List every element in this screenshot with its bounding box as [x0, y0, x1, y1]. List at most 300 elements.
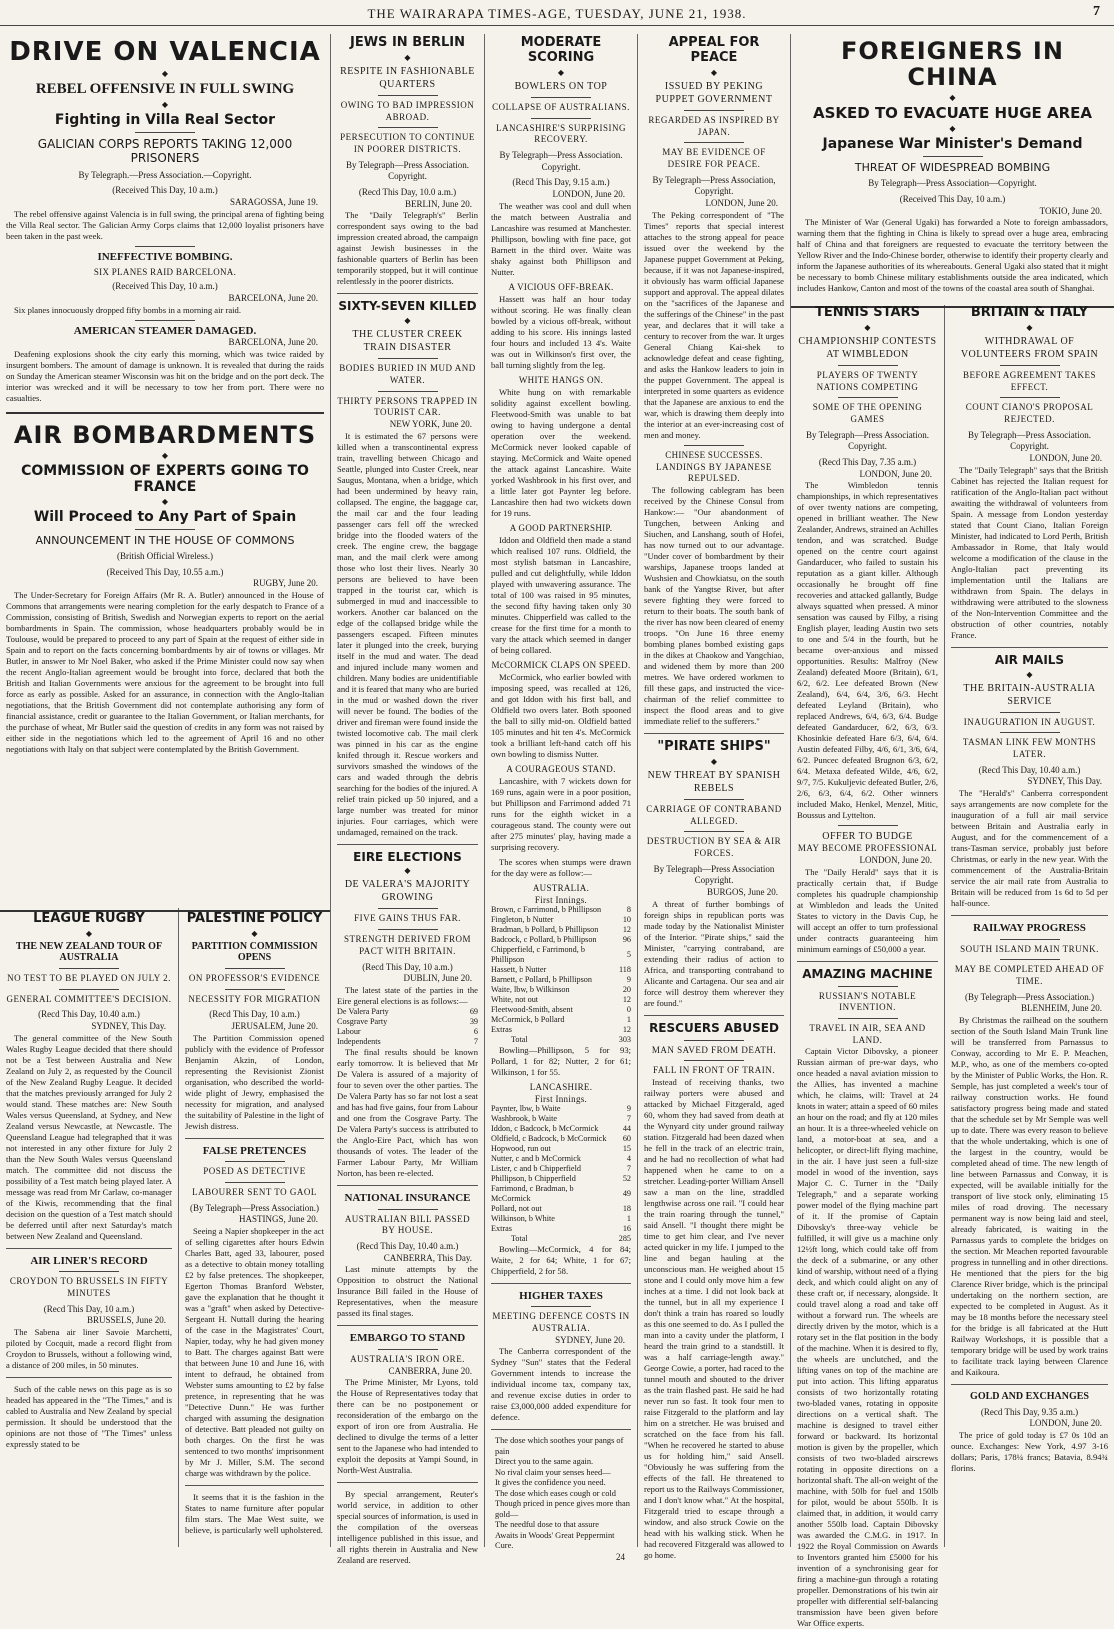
- batsman-runs: 18: [622, 1203, 631, 1213]
- received: (Recd This Day, 9.15 a.m.): [512, 177, 610, 188]
- table-row: [491, 905, 631, 915]
- subhead: MAN SAVED FROM DEATH.: [651, 1044, 777, 1055]
- table-row: [491, 1114, 631, 1124]
- article-body: The latest state of the parties in the Eire general elections is as follows:—: [337, 984, 478, 1006]
- batsman-name: Iddon, c Badcock, b McCormick: [491, 1123, 599, 1133]
- divider: ◆: [161, 99, 169, 109]
- divider: ◆: [864, 322, 871, 332]
- divider: ◆: [161, 68, 169, 78]
- divider: [644, 733, 784, 734]
- divider: [684, 1060, 744, 1061]
- subhead: McCORMICK CLAPS ON SPEED.: [491, 659, 631, 670]
- divider: ◆: [404, 866, 411, 876]
- table-row: [491, 1104, 631, 1114]
- divider: ◆: [710, 67, 718, 77]
- verse-line: The dose which eases cough or cold: [495, 1488, 616, 1498]
- divider: [684, 110, 744, 111]
- divider: [531, 118, 591, 119]
- batsman-name: Barnett, c Pollard, b Phillipson: [491, 974, 592, 984]
- divider: ◆: [161, 450, 169, 460]
- table-row: [491, 995, 631, 1005]
- batsman-runs: 8: [626, 904, 631, 914]
- eire-party-table: [337, 1007, 478, 1047]
- batsman-name: Extras: [491, 1024, 512, 1034]
- received: (Recd This Day, 10 a.m.): [362, 961, 453, 972]
- byline: By Telegraph.—Press Association.—Copyright.: [78, 169, 252, 180]
- subhead: TASMAN LINK FEW MONTHS LATER.: [962, 737, 1097, 759]
- table-row: [491, 1025, 631, 1035]
- table-row: [491, 1144, 631, 1154]
- subhead: BEFORE AGREEMENT TAKES EFFECT.: [963, 369, 1096, 392]
- page-number: 7: [1093, 4, 1100, 19]
- batsman-name: White, not out: [491, 994, 539, 1004]
- subhead: FALSE PRETENCES: [202, 1144, 307, 1157]
- received: (Recd This Day, 9.35 a.m.): [980, 1406, 1079, 1417]
- table-row: [337, 1017, 478, 1027]
- party-seats: 39: [469, 1016, 478, 1026]
- received: (Recd This Day, 10.40 a.m.): [356, 1240, 459, 1251]
- divider: [378, 391, 438, 392]
- headline-league-rugby: LEAGUE RUGBY: [33, 911, 145, 926]
- article-body: Lancashire, with 7 wickets down for 169 runs, again were in a poor position, but Phillipson and Farrimond added 71 runs for the eighth wicket in a courageous stand. The county were out after 275 minutes' play, having made a surprising recovery.: [491, 775, 631, 852]
- dateline: JERUSALEM, June 20.: [231, 1021, 318, 1031]
- table-row: [491, 965, 631, 975]
- divider: [337, 1325, 478, 1326]
- article-body: A threat of further bombings of foreign ships in republican ports was made today by the Nationalist Minister of the Interior. "Pirate ships," said the Minister, "carrying contraband, are extending their radius of action to Africa, and transporting contraband to Alicante and Cartagena. Our sea and air force will destroy them wherever they are found.": [644, 898, 784, 1008]
- divider: [684, 445, 744, 446]
- received: (Recd This Day, 10 a.m.): [43, 1303, 135, 1314]
- subhead: A VICIOUS OFF-BREAK.: [508, 281, 614, 292]
- batsman-name: Extras: [491, 1223, 512, 1233]
- table-row: [491, 1005, 631, 1015]
- dateline: SYDNEY, This Day.: [1027, 776, 1102, 787]
- article-body: By Christmas the railhead on the southern section of the South Island Main Trunk line will be transferred from Parnassus to Conway, according to Mr E. P. Meachen, M.P., who, as one of the members co-opted by the Minister of Public Works, the Hon. R. Semple, has just completed a week's tour of railway construction works. He found satisfactory progress being made and stated that the schedule set by Mr Semple was well up to date. There was every reason to believe that the whole undertaking, which is one of the largest in the country, would be completed ahead of time. The new length of line between Parnassus and Conway, it is expected, will be available initially for the transport of live stock only, eliminating 15 miles of road droving. The necessary permanent way is now being laid and steel, already fabricated, is waiting in the Parnassus yards to complete the bridges on the section. Mr Meachen reported favourable progress in tunnelling and in other directions. He mentioned that the piers for the big Clarence River bridge, which is the principal undertaking on the northern section, are expected to be completed in August. As it may be 18 months before the necessary steel for the bridge is all fabricated at the Hutt Railway Workshops, it is possible that a temporary bridge will be used by work trains to facilitate track laying between Clarence and Kaikoura.: [951, 1015, 1108, 1378]
- subhead: NO TEST TO BE PLAYED ON JULY 2.: [7, 972, 171, 983]
- headline-eire-elections: EIRE ELECTIONS: [353, 849, 462, 864]
- batsman-runs: 60: [622, 1133, 631, 1143]
- batsman-runs: 10: [622, 914, 631, 924]
- subhead: CARRIAGE OF CONTRABAND ALLEGED.: [646, 804, 782, 826]
- batsman-name: Total: [511, 1233, 528, 1243]
- subhead: MAY BE EVIDENCE OF DESIRE FOR PEACE.: [662, 147, 766, 169]
- party-name: Cosgrave Party: [337, 1016, 388, 1026]
- dateline: LONDON, June 20.: [1029, 453, 1102, 464]
- divider: [59, 989, 119, 990]
- batsman-name: Hopwood, run out: [491, 1143, 551, 1153]
- batsman-name: Chipperfield, c Farrimond, b Phillipson: [491, 944, 585, 964]
- article-body: Iddon and Oldfield then made a stand which realised 107 runs. Oldfield, the most stylish batsman in Lancashire, pulled and cut delightfully, while Iddon played with unwavering assurance. The total of 100 was raised in 95 minutes, the second fifty having taken only 30 minutes. Chipperfield was called to the crease for the first time for a month to vary the attack which seemed in danger of being collared.: [491, 534, 631, 655]
- masthead: [0, 0, 1114, 26]
- article-body: Bowling—Phillipson, 5 for 93; Pollard, 1 for 82; Nutter, 2 for 61; Wilkinson, 1 for 55.: [491, 1044, 631, 1077]
- received: (Recd This Day, 10.40 a.m.): [978, 764, 1081, 775]
- subhead: THE BRITAIN-AUSTRALIA SERVICE: [963, 682, 1096, 707]
- subhead: CHINESE SUCCESSES.: [665, 449, 763, 460]
- table-row: [491, 985, 631, 995]
- batsman-name: Nutter, c and b McCormick: [491, 1153, 581, 1163]
- subhead: LANDINGS BY JAPANESE REPULSED.: [656, 461, 772, 484]
- subhead: CROYDON TO BRUSSELS IN FIFTY MINUTES: [9, 1276, 169, 1299]
- batsman-runs: 9: [626, 974, 631, 984]
- divider: [1000, 939, 1060, 940]
- batsman-runs: 1: [626, 1213, 631, 1223]
- headline-pirate-ships: "PIRATE SHIPS": [657, 739, 771, 755]
- subhead: MEETING DEFENCE COSTS IN AUSTRALIA.: [492, 1311, 630, 1334]
- headline-moderate-scoring: MODERATE SCORING: [520, 35, 602, 65]
- subhead: A COURAGEOUS STAND.: [506, 763, 616, 774]
- batsman-name: Total: [511, 1034, 528, 1044]
- received: (Recd This Day, 10.40 a.m.): [38, 1009, 140, 1020]
- subhead: SIX PLANES RAID BARCELONA.: [93, 267, 237, 278]
- byline: By Telegraph—Press Association. Copyright.: [968, 429, 1091, 452]
- article-body: By special arrangement, Reuter's world service, in addition to other special sources of information, is used in the compilation of the overseas intelligence published in this issue, and all rights therein in Australia and New Zealand are reserved.: [337, 1489, 478, 1566]
- divider: [1000, 397, 1060, 398]
- article-body: The Under-Secretary for Foreign Affairs (Mr R. A. Butler) announced in the House of Commons that arrangements were nearing completion for the early despatch to France of a Commission, consisting of British, Swedish and Norwegian experts to report on the aerial bombardments in Spain. The commission, whose headquarters probably would be in Toulouse, would be prepared to proceed to any part of Spain at the request of either side in Spain and to report on the facts concerning bombardments by air of towns or villages. Mr Butler, in answer to Mr Noel Baker, who asked if the Prime Minister could now say when the recent Anglo-Italian agreement would be brought into force, declared that both the British and Italian Governments were anxious for the agreement to be brought into full force as early as possible. Asked for an assurance, in connection with the Anglo-Italian negotiations, that the British Government did not contemplate authorising any form of financial assistance, credit or guarantee to the Italian Government, or Italian merchants, for the purchase of wheat, Mr Butler said the question of credits in any form was not raised by either side in the negotiations which led to the agreement of April 16 and no other negotiations with Italy on that subject were contemplated by the British Government.: [6, 590, 324, 755]
- subhead: CHAMPIONSHIP CONTESTS AT WIMBLEDON: [798, 335, 937, 360]
- masthead-title: THE WAIRARAPA TIMES-AGE, TUESDAY, JUNE 21, 1938.: [367, 6, 747, 21]
- batsman-name: Brown, c Farrimond, b Phillipson: [491, 904, 602, 914]
- table-row: [491, 1204, 631, 1214]
- batsman-name: Phillipson, b Chipperfield: [491, 1173, 576, 1183]
- subhead: DESTRUCTION BY SEA & AIR FORCES.: [646, 836, 782, 859]
- table-row: [491, 1124, 631, 1134]
- byline: By Telegraph—Press Association Copyright.: [653, 863, 775, 886]
- subhead: LANCASHIRE.: [529, 1081, 593, 1092]
- batsman-name: McCormick, b Pollard: [491, 1014, 565, 1024]
- subhead: COMMISSION OF EXPERTS GOING TO FRANCE: [21, 462, 309, 495]
- batsman-runs: 15: [622, 1143, 631, 1153]
- subhead: COLLAPSE OF AUSTRALIANS.: [492, 101, 630, 112]
- subhead: ON PROFESSOR'S EVIDENCE: [188, 972, 321, 983]
- divider: ◆: [1026, 669, 1033, 679]
- subhead: BOWLERS ON TOP: [514, 80, 608, 92]
- batsman-name: Lister, c and b Chipperfield: [491, 1163, 581, 1173]
- table-row: [491, 1224, 631, 1234]
- dateline: DUBLIN, June 20.: [403, 973, 472, 984]
- headline-national-insurance: NATIONAL INSURANCE: [344, 1191, 471, 1204]
- subhead: A GOOD PARTNERSHIP.: [509, 522, 613, 533]
- party-name: Independents: [337, 1036, 381, 1046]
- subhead: AUSTRALIA.: [532, 882, 590, 893]
- batsman-runs: 4: [626, 1153, 631, 1163]
- britain-article: [945, 306, 1114, 1547]
- subhead: FALL IN FRONT OF TRAIN.: [653, 1065, 775, 1076]
- divider: [6, 1377, 172, 1378]
- headline-jews-in-berlin: JEWS IN BERLIN: [350, 35, 465, 50]
- divider: [951, 647, 1108, 648]
- divider: [225, 1161, 285, 1162]
- headline-sixty-seven-killed: SIXTY-SEVEN KILLED: [338, 299, 477, 314]
- byline: By Telegraph—Press Association. Copyright.: [346, 159, 469, 182]
- divider: [1000, 712, 1060, 713]
- received: (Received This Day, 10 a.m.): [899, 194, 1006, 204]
- china-article: [791, 34, 1114, 304]
- subhead: INEFFECTIVE BOMBING.: [97, 250, 233, 263]
- batsman-name: Waite, lbw, b Wilkinson: [491, 984, 570, 994]
- article-body: McCormick, who earlier bowled with imposing speed, was recalled at 126, and got Iddon with his first ball, and Oldfield two overs later. Both spooned the ball to silly mid-on. Oldfield batted 105 minutes and hit ten 4's. McCormick took a brilliant left-hand catch off his own bowling to dismiss Nutter.: [491, 671, 631, 759]
- batsman-name: Fingleton, b Nutter: [491, 914, 554, 924]
- subhead: RUSSIAN'S NOTABLE INVENTION.: [818, 990, 917, 1013]
- divider: [59, 968, 119, 969]
- headline-air-mails: AIR MAILS: [994, 652, 1065, 667]
- article-body: Last minute attempts by the Opposition to obstruct the National Insurance Bill failed in the House of Representatives, when the measure passed its final stages.: [337, 1264, 478, 1319]
- byline: (By Telegraph—Press Association.): [965, 991, 1094, 1002]
- subhead: OWING TO BAD IMPRESSION ABROAD.: [340, 99, 475, 122]
- article-body: The "Herald's" Canberra correspondent says arrangements are now complete for the inauguration of a full air mail service between Britain and Australia early in August, and for the commencement of a trans-Tasman service, probably just before Christmas, or early in the new year. With the commencement of the Australia-Britain service the air mail rate from Australia to Britain will be reduced from 1s 6d to 5d per half-ounce.: [951, 787, 1108, 908]
- article-body: White hung on with remarkable solidity against excellent bowling. Fleetwood-Smith was unable to bat owing to having undergone a dental operation over the weekend. McCormick never looked capable of staying. McCormick and Waite opened the attack against Lancashire. Waite yorked Washbrook in his first over, and a little later got Paynter leg before. Lancashire then had two wickets down for 19 runs.: [491, 386, 631, 518]
- subhead: REGARDED AS INSPIRED BY JAPAN.: [648, 114, 780, 137]
- batsman-runs: 16: [622, 1223, 631, 1233]
- batsman-runs: 20: [622, 984, 631, 994]
- subhead: PLAYERS OF TWENTY NATIONS COMPETING: [816, 369, 919, 392]
- subhead: AUSTRALIA'S IRON ORE.: [350, 1353, 465, 1364]
- batsman-name: Hassett, b Nutter: [491, 964, 547, 974]
- verse-line: Awaits in Woods' Great Peppermint Cure.: [495, 1530, 615, 1551]
- dateline: BERLIN, June 20.: [405, 198, 472, 209]
- headline-air-bombardments: AIR BOMBARDMENTS: [13, 421, 317, 450]
- divider: [378, 908, 438, 909]
- divider: ◆: [161, 496, 169, 506]
- verse-line: The dose which soothes your pangs of pain: [495, 1436, 624, 1456]
- article-body: The Canberra correspondent of the Sydney "Sun" states that the Federal Government intends to increase the individual income tax, company tax, and revenue excise duties in order to raise £3,000,000 added expenditure for defence.: [491, 1346, 631, 1423]
- byline: By Telegraph—Press Association. Copyright.: [806, 429, 929, 452]
- article-body: The Peking correspondent of "The Times" reports that special interest attaches to the strong appeal for peace issued over the weekend by the Japanese puppet Government at Peking, because, if it was not Japanese-inspired, it obviously has warm official Japanese support and approval. The appeal dilates on the "sacrifices of the Japanese and the sufferings of the Chinese" in the past year, and declares that it will take a century to recover from the war. It urges General Chiang Kai-shek to acknowledge defeat and cease fighting, and asks the Hankow leaders to join in the puppet Government. The appeal is interpreted in some quarters as evidence that the Japanese are anxious to end the war, which is drawing them deeply into the interior at an ever-increasing cost of men and money.: [644, 209, 784, 440]
- divider: ◆: [251, 928, 258, 938]
- article-body: Captain Victor Dibovsky, a pioneer Russian airman of pre-war days, who once headed a naval aviation mission to the Allies, has invented a machine which, he claims, will: Travel at 24 knots in water; attain a speed of 60 miles an hour on the road; and fly at 120 miles an hour. It is a three-wheeled vehicle on land, a motor-boat at sea, and a helicopter, or direct-lift flying machine, in the air. I have just seen a full-size model in wood of the invention, says Major C. C. Turner in the "Daily Telegraph," and a separate working power model of the flying machine part of it. If the promise of Captain Dibovsky's three-way vehicle be fulfilled, it will give us a machine only 12½ft long, which could take off from the deck of a submarine, or any other kind of warship, without need of a flying deck, and which could alight on any of these craft or, if necessary, alongside. It could travel along a road and take off without a forward run. The wheels are directly driven by the motor, which is a rotary set in the flat position in the body of the machine. When it is desired to fly, the wheels are unclutched, and the lifting vanes on top of the machine are put into action. This lifting apparatus consists of two horizontally rotating two-bladed vanes, rotating in opposite directions on a vertical shaft. The machine is designed to travel either forward or backward. Its horizontal motion is given by the propeller, which consists of two two-bladed airscrews rotating in opposite directions on a horizontal shaft. The all-on weight of the machine, with 50lb for fuel and 150lb for pilot, would be about 550lb. It is claimed that, in addition, it would carry another 550lb load. Captain Dibovsky was awarded the C.M.G. in 1917. In 1922 the Royal Commission on Awards to Inventors granted him £5000 for his invention of a synchronising gear for firing a machine-gun through a rotating propeller. Demonstrations of his twin air propeller with differential self-balancing transmission have been given before War Office experts.: [797, 1046, 938, 1629]
- divider: ◆: [710, 757, 718, 766]
- table-row: [337, 1027, 478, 1037]
- party-seats: 6: [473, 1026, 478, 1036]
- subhead: ISSUED BY PEKING PUPPET GOVERNMENT: [655, 80, 773, 105]
- dateline: LONDON, June 20.: [1029, 1418, 1102, 1429]
- divider: [135, 320, 195, 321]
- table-row: [491, 1234, 631, 1244]
- batsman-name: Wilkinson, b White: [491, 1213, 555, 1223]
- divider: [135, 529, 195, 530]
- article-body: The "Daily Herald" says that it is practically certain that, if Budge completes his quadruple championship at Wimbledon and leads the United States to victory in the Davis Cup, he will accept an offer to turn professional under contracts guaranteeing him minimum earnings of £50,000 a year.: [797, 866, 938, 954]
- divider: [951, 1384, 1108, 1385]
- article-body: The "Daily Telegraph's" Berlin correspondent says owing to the bad impression created abroad, the campaign against Jewish businesses in the fashionable quarters of Berlin has been temporarily stopped, but it will continue relentlessly in the poorer districts.: [337, 210, 478, 287]
- article-body: The Partition Commission opened publicly with the evidence of Professor Benjamin Akzin, of London, representing the Revisionist Zionist organisation, who described the world-wide plight of Jewry, emphasised the necessity for migration, and analysed the suitability of Palestine in the light of Jewish distress.: [185, 1032, 324, 1131]
- byline: By Telegraph—Press Association, Copyright.: [652, 174, 776, 197]
- received: (Recd This Day, 10.0 a.m.): [358, 187, 457, 198]
- table-row: [491, 925, 631, 935]
- subhead: POSED AS DETECTIVE: [203, 1166, 306, 1177]
- dateline: CANBERRA, This Day.: [383, 1252, 472, 1263]
- dateline: LONDON, June 20.: [552, 189, 625, 199]
- dateline: BRUSSELS, June 20.: [86, 1315, 166, 1326]
- table-row: [337, 1007, 478, 1017]
- batsman-runs: 7: [626, 1113, 631, 1123]
- article-body: The price of gold today is £7 0s 10d an ounce. Exchanges: New York, 4.97 3-16 dollars; Paris, 178¼ francs; Batavia, 8.94¾ florins.: [951, 1429, 1108, 1473]
- divider: ◆: [404, 52, 411, 62]
- divider: [491, 1429, 631, 1430]
- article-body: The Sabena air liner Savoie Marchetti, piloted by Cocquit, made a record flight from Croydon to Brussels, without a following wind, a distance of 200 miles, in 50 minutes.: [6, 1327, 172, 1371]
- headline-britain-italy: BRITAIN & ITALY: [970, 305, 1089, 320]
- article-body: Bowling—McCormick, 4 for 84; Waite, 2 for 64; White, 1 for 67; Chipperfield, 2 for 58.: [491, 1243, 631, 1276]
- divider: [684, 142, 744, 143]
- divider: [135, 246, 195, 247]
- received: (Received This Day, 10 a.m.): [112, 185, 218, 196]
- advert-verse: [491, 1436, 631, 1552]
- divider: [378, 358, 438, 359]
- divider: ◆: [85, 928, 93, 938]
- headline-valencia: DRIVE ON VALENCIA: [9, 37, 321, 67]
- verse-line: Direct you to the same again.: [495, 1457, 594, 1467]
- subhead: THREAT OF WIDESPREAD BOMBING: [854, 161, 1051, 175]
- verse-line: Though priced in pence gives more than gold—: [495, 1499, 630, 1519]
- divider: [337, 844, 478, 845]
- subhead: AIR LINER'S RECORD: [30, 1254, 148, 1267]
- subhead: PARTITION COMMISSION OPENS: [191, 940, 318, 964]
- dateline: SARAGOSSA, June 19.: [229, 197, 318, 208]
- valencia-article: [0, 34, 330, 904]
- dateline: LONDON, June 20.: [859, 855, 932, 866]
- divider: [378, 929, 438, 930]
- headline-tennis-stars: TENNIS STARS: [815, 305, 920, 320]
- article-body: The weather was cool and dull when the match between Australia and Lancashire was resumed at Manchester. Phillipson, bowling with fine pace, got Barnett in the third over. Waite was shaky against both Phillipson and Nutter.: [491, 200, 631, 277]
- batsman-name: Badcock, c Pollard, b Phillipson: [491, 934, 597, 944]
- divider: [684, 831, 744, 832]
- batsman-name: Paynter, lbw, b Waite: [491, 1103, 561, 1113]
- verse-line: No rival claim your senses heed—: [495, 1467, 611, 1477]
- subhead: NEW THREAT BY SPANISH REBELS: [647, 770, 781, 794]
- divider: [337, 1482, 478, 1483]
- palestine-article: [179, 912, 330, 1547]
- divider: [644, 1015, 784, 1016]
- batsman-runs: 5: [626, 949, 631, 959]
- table-row: [491, 1154, 631, 1164]
- headline-rescuers-abused: RESCUERS ABUSED: [649, 1020, 779, 1035]
- dateline: SYDNEY, June 20.: [555, 1334, 625, 1345]
- divider: [378, 127, 438, 128]
- received: (Recd This Day, 10 a.m.): [209, 1009, 300, 1020]
- table-row: [491, 1184, 631, 1204]
- divider: [838, 397, 898, 398]
- dateline: CANBERRA, June 20.: [388, 1365, 472, 1376]
- article-body: Instead of receiving thanks, two railway porters were abused and attacked by Michael Fitzgerald, aged 60, whom they had saved from death at the Wynyard city under ground railway station. Fitzgerald had been dazed when he fell in the track of an electric train, and he had no recollection of what had happened when he came to on a stretcher. Leading-porter William Ansell saw a man on the line, straddled lengthwise across one rail. "I could hear the train roaring through the tunnel," said Ansell. "I thought there might be time to get him clear, and I've never acted quicker in my life. I jumped to the line and began hauling at the unconscious man. He weighed about 15 stone and I could only move him a few inches at a time. I did not look back at the tunnel, but in all my experience I don't think a train has roared so loudly as this one seemed to do. As I pulled the man into a cavity under the platform, I heard the train grind to a standstill. It was a half carriage-length away." George Cowie, a porter, had raced to the tunnel mouth and shouted to the driver as the train flashed past. He said he had never run so fast. It took four men to raise Fitzgerald to the platform and lay him on a stretcher. He was bruised and scratched on the face from his fall. "When he recovered he started to abuse us for holding him," said Ansell. "Obviously he was suffering from the effects of the fall. He threatened to report us to the Railways Commissioner, and I don't know what." At the hospital, Fitzgerald tried to escape through a window, and also struck Cowie on the head with his walking stick. When he had recovered Fitzgerald was allowed to go home.: [644, 1076, 785, 1560]
- divider: [185, 1138, 324, 1139]
- divider: [225, 989, 285, 990]
- article-body: The following cablegram has been received by the Chinese Consul from Hankow:— "Our abandonment of Tungchen, between Anking and Siuchen, and Lanshang, south of Hofei, has now turned out to our advantage. "Under cover of bombardment by their warships, Japanese troops landed at Wushsien and Chowkiatsu, on the south bank of the Yangtse River, but after severe fighting they were forced to return to their boats. The south bank of the river has now been cleared of enemy troops. "On June 16 three enemy bombing planes bombed existing gaps in the dikes at Chaokow and Yangchiao, and widened them by more than 200 metres. We have ordered workmen to fill these gaps, and instructed the vice-chairman of the relief committee to inspect the flood areas and to give immediate relief to the sufferers.": [644, 485, 784, 727]
- divider: [531, 97, 591, 98]
- batsman-runs: 1: [626, 1014, 631, 1024]
- subhead: SOME OF THE OPENING GAMES: [812, 402, 923, 424]
- batsman-runs: 44: [622, 1123, 631, 1133]
- divider: [951, 915, 1108, 916]
- table-row: [491, 1174, 631, 1184]
- table-row: [491, 915, 631, 925]
- divider: ◆: [1026, 322, 1033, 332]
- dateline: HASTINGS, June 20.: [238, 1214, 318, 1225]
- subhead: BODIES BURIED IN MUD AND WATER.: [339, 363, 476, 385]
- article-body: Hassett was half an hour today without scoring. He was finally clean bowled by a vicious off-break, without adding to his score. His innings lasted four hours and included 13 4's. Waite was out in Wilkinson's first over, the ball turning slightly from the leg.: [491, 293, 631, 370]
- headline-gold-exchanges: GOLD AND EXCHANGES: [970, 1391, 1089, 1403]
- headline-railway-progress: RAILWAY PROGRESS: [973, 921, 1086, 934]
- divider: [684, 799, 744, 800]
- batsman-name: Oldfield, c Badcock, b McCormick: [491, 1133, 607, 1143]
- batsman-runs: 49: [622, 1188, 631, 1198]
- dateline: BURGOS, June 20.: [706, 887, 778, 898]
- table-row: [491, 945, 631, 965]
- article-body: The final results should be known early tomorrow. It is believed that Mr De Valera is assured of a majority of four to seven over the other parties. The De Valera Party has so far not lost a seat and has had five gains, four from Labour and one from the Cosgrave Party. The De Valera Party's success is attributed to the Anglo-Eire Pact, which has won thousands of votes. The leader of the Farmer Labour Party, Mr William Norton, has been re-elected.: [337, 1046, 478, 1178]
- received: (Recd This Day, 7.35 a.m.): [818, 457, 917, 468]
- divider: [59, 1271, 119, 1272]
- dateline: RUGBY, June 20.: [253, 578, 318, 589]
- subhead: AMERICAN STEAMER DAMAGED.: [73, 324, 257, 337]
- batsman-name: Bradman, b Pollard, b Phillipson: [491, 924, 599, 934]
- divider: [684, 1040, 744, 1041]
- column-3: [331, 34, 484, 1566]
- divider: [797, 961, 938, 962]
- subhead: GENERAL COMMITTEE'S DECISION.: [6, 993, 172, 1004]
- subhead: THE CLUSTER CREEK TRAIN DISASTER: [352, 329, 463, 354]
- byline: By Telegraph—Press Association. Copyright.: [499, 149, 623, 172]
- received: (Received This Day, 10.55 a.m.): [106, 566, 224, 577]
- headline-embargo: EMBARGO TO STAND: [349, 1332, 466, 1345]
- subhead: RESPITE IN FASHIONABLE QUARTERS: [340, 65, 475, 90]
- divider: [337, 1185, 478, 1186]
- dateline: NEW YORK, June 20.: [389, 418, 472, 429]
- divider: [185, 1485, 324, 1486]
- subhead: THIRTY PERSONS TRAPPED IN TOURIST CAR.: [337, 395, 478, 418]
- batsman-runs: 12: [622, 924, 631, 934]
- verse-line: It gives the confidence you need.: [495, 1478, 606, 1488]
- byline: By Telegraph—Press Association—Copyright.: [868, 178, 1037, 189]
- subhead: COUNT CIANO'S PROPOSAL REJECTED.: [965, 402, 1094, 424]
- headline-foreigners-in-china: FOREIGNERS IN CHINA: [841, 37, 1064, 92]
- party-name: Labour: [337, 1026, 361, 1036]
- table-row: [491, 1035, 631, 1045]
- article-body: The Wimbledon tennis championships, in which representatives of over twenty nations are competing, opened in brilliant weather. The New Zealander, Andrews, strained an Achilles tendon, and was scratched. Budge opened on the centre court against Gandarducer, who failed to sustain his reputation as a giant killer. Although occasionally he brought off fine recoveries and attacked gallantly, Budge always squatted when pressed. A minor sensation was caused by Filby, a rising English player, leading Austin two sets to one and 5/4 in the fourth, but he became over-anxious and missed opportunities. Results: Malfroy (New Zealand) defeated Moore (Britain), 6/1, 6/2, 6/2. Lee defeated Brown (New Zealand), 6/4, 6/4, 3/6, 6/3. Hecht defeated Leyland (Britain), who replaced Andrews, 6/4, 6/3, 6/4. Budge defeated Gandarducer, 6/2, 6/3, 6/3. Khosinkie defeated Hare 6/3, 6/4, 6/4. Austin defeated Filby, 4/6, 6/1, 3/6, 6/4, 6/2. Puncec defeated Brugnon 6/3, 6/2, 6/4. Metaxa defeated Wilde, 4/6, 6/2, 9/7, 7/5. Kukuljevic defeated Butler, 2/6, 2/6, 6/3, 6/4, 6/2. Other winners included Mako, Henkel, Menzel, Mitic, Boussus and Lyttelton.: [797, 480, 938, 821]
- batsman-runs: 52: [622, 1173, 631, 1183]
- subhead: GALICIAN CORPS REPORTS TAKING 12,000 PRISONERS: [37, 136, 293, 166]
- article-body: The "Daily Telegraph" says that the British Cabinet has rejected the Italian request for ratification of the Anglo-Italian pact without awaiting the withdrawal of volunteers from Spain. A message from London yesterday stated that Count Ciano, Italian Foreign Minister, had indicated to Lord Perth, British Ambassador in Rome, that Italy would welcome a modification of the clause in the Anglo-Italian pact preventing its implementation until the Italians are withdrawn from Spain. The delays in withdrawing were attributed to the slowness of the Non-Intervention Committee and the obstruction of other countries, notably France.: [951, 464, 1108, 640]
- divider: [491, 1283, 631, 1284]
- headline-higher-taxes: HIGHER TAXES: [519, 1289, 603, 1302]
- subhead: AUSTRALIAN BILL PASSED BY HOUSE.: [344, 1213, 471, 1236]
- byline: (By Telegraph—Press Association.): [190, 1202, 319, 1213]
- subhead: THE NEW ZEALAND TOUR OF AUSTRALIA: [15, 940, 163, 964]
- column-5: [638, 34, 790, 1560]
- received: (Received This Day, 10 a.m.): [112, 281, 218, 292]
- dateline: TOKIO, June 20.: [1039, 205, 1102, 216]
- divider: [337, 293, 478, 294]
- divider: [838, 825, 898, 826]
- divider: [838, 1018, 898, 1019]
- divider: [378, 1349, 438, 1350]
- party-seats: 69: [469, 1006, 478, 1016]
- subhead: First Innings.: [534, 1093, 588, 1104]
- divider: [135, 132, 195, 133]
- table-row: [337, 1037, 478, 1047]
- subhead: NECESSITY FOR MIGRATION: [188, 993, 321, 1004]
- divider: [531, 1306, 591, 1307]
- article-body: The rebel offensive against Valencia is in full swing, the principal arena of fighting being the Villa Real sector. The Galician Army Corps claims that 12,000 loyalist prisoners have been taken in the past week.: [6, 208, 324, 241]
- batsman-runs: 96: [622, 934, 631, 944]
- article-body: Seeing a Napier shopkeeper in the act of selling cigarettes after hours Edwin Charles Batt, aged 33, labourer, posed as a detective to obtain money totalling £2 by false pretences. The shopkeeper, Egerton Thomas Branford Webster, gave the explanation that he thought it was a "graft" when asked by Detective-Sergeant H. Nuttall during the hearing of the case in the Magistrates' Court, Napier, today, why he had given money to Batt. The charges against Batt were that between June 10 and June 16, with intent to defraud, he obtained from Webster sums amounting to £2 by false pretence, in representing that he was "Detective Dunn." He was further charged with assuming the designation of detective. Batt pleaded not guilty on both charges. On the first he was sentenced to two months' imprisonment by Mr J. Miller, S.M. The second charge was withdrawn by the police.: [185, 1226, 324, 1479]
- divider: [225, 968, 285, 969]
- article-body: The Prime Minister, Mr Lyons, told the House of Representatives today that there can be no postponement or reconsideration of the embargo on the export of iron ore from Australia. He declined to divulge the terms of a letter sent to the Japanese who had intended to exploit the deposits at Yampi Sound, in North-West Australia.: [337, 1377, 478, 1476]
- subhead: FIVE GAINS THUS FAR.: [354, 913, 461, 924]
- article-body: The Minister of War (General Ugaki) has forwarded a Note to foreign ambassadors, warning them that the fighting in China is likely to spread over a huge area, embracing half of China and that foreigners are requested to evacuate the territory between the Yellow River and the Indo-Chinese border, otherwise to identify their property clearly and inform the Japanese authorities of its whereabouts. General Ugaki also stated that it might be necessary to bomb Chinese military establishments outside the area indicated, which includes Hankow, Canton and most of the towns of the coastal area south of Shanghai.: [797, 217, 1108, 294]
- divider: [838, 365, 898, 366]
- batsman-runs: 0: [626, 1004, 631, 1014]
- batsman-runs: 285: [618, 1233, 631, 1243]
- table-row: [491, 1214, 631, 1224]
- subhead: TRAVEL IN AIR, SEA AND LAND.: [809, 1022, 926, 1045]
- table-row: [491, 935, 631, 945]
- divider: [6, 412, 324, 414]
